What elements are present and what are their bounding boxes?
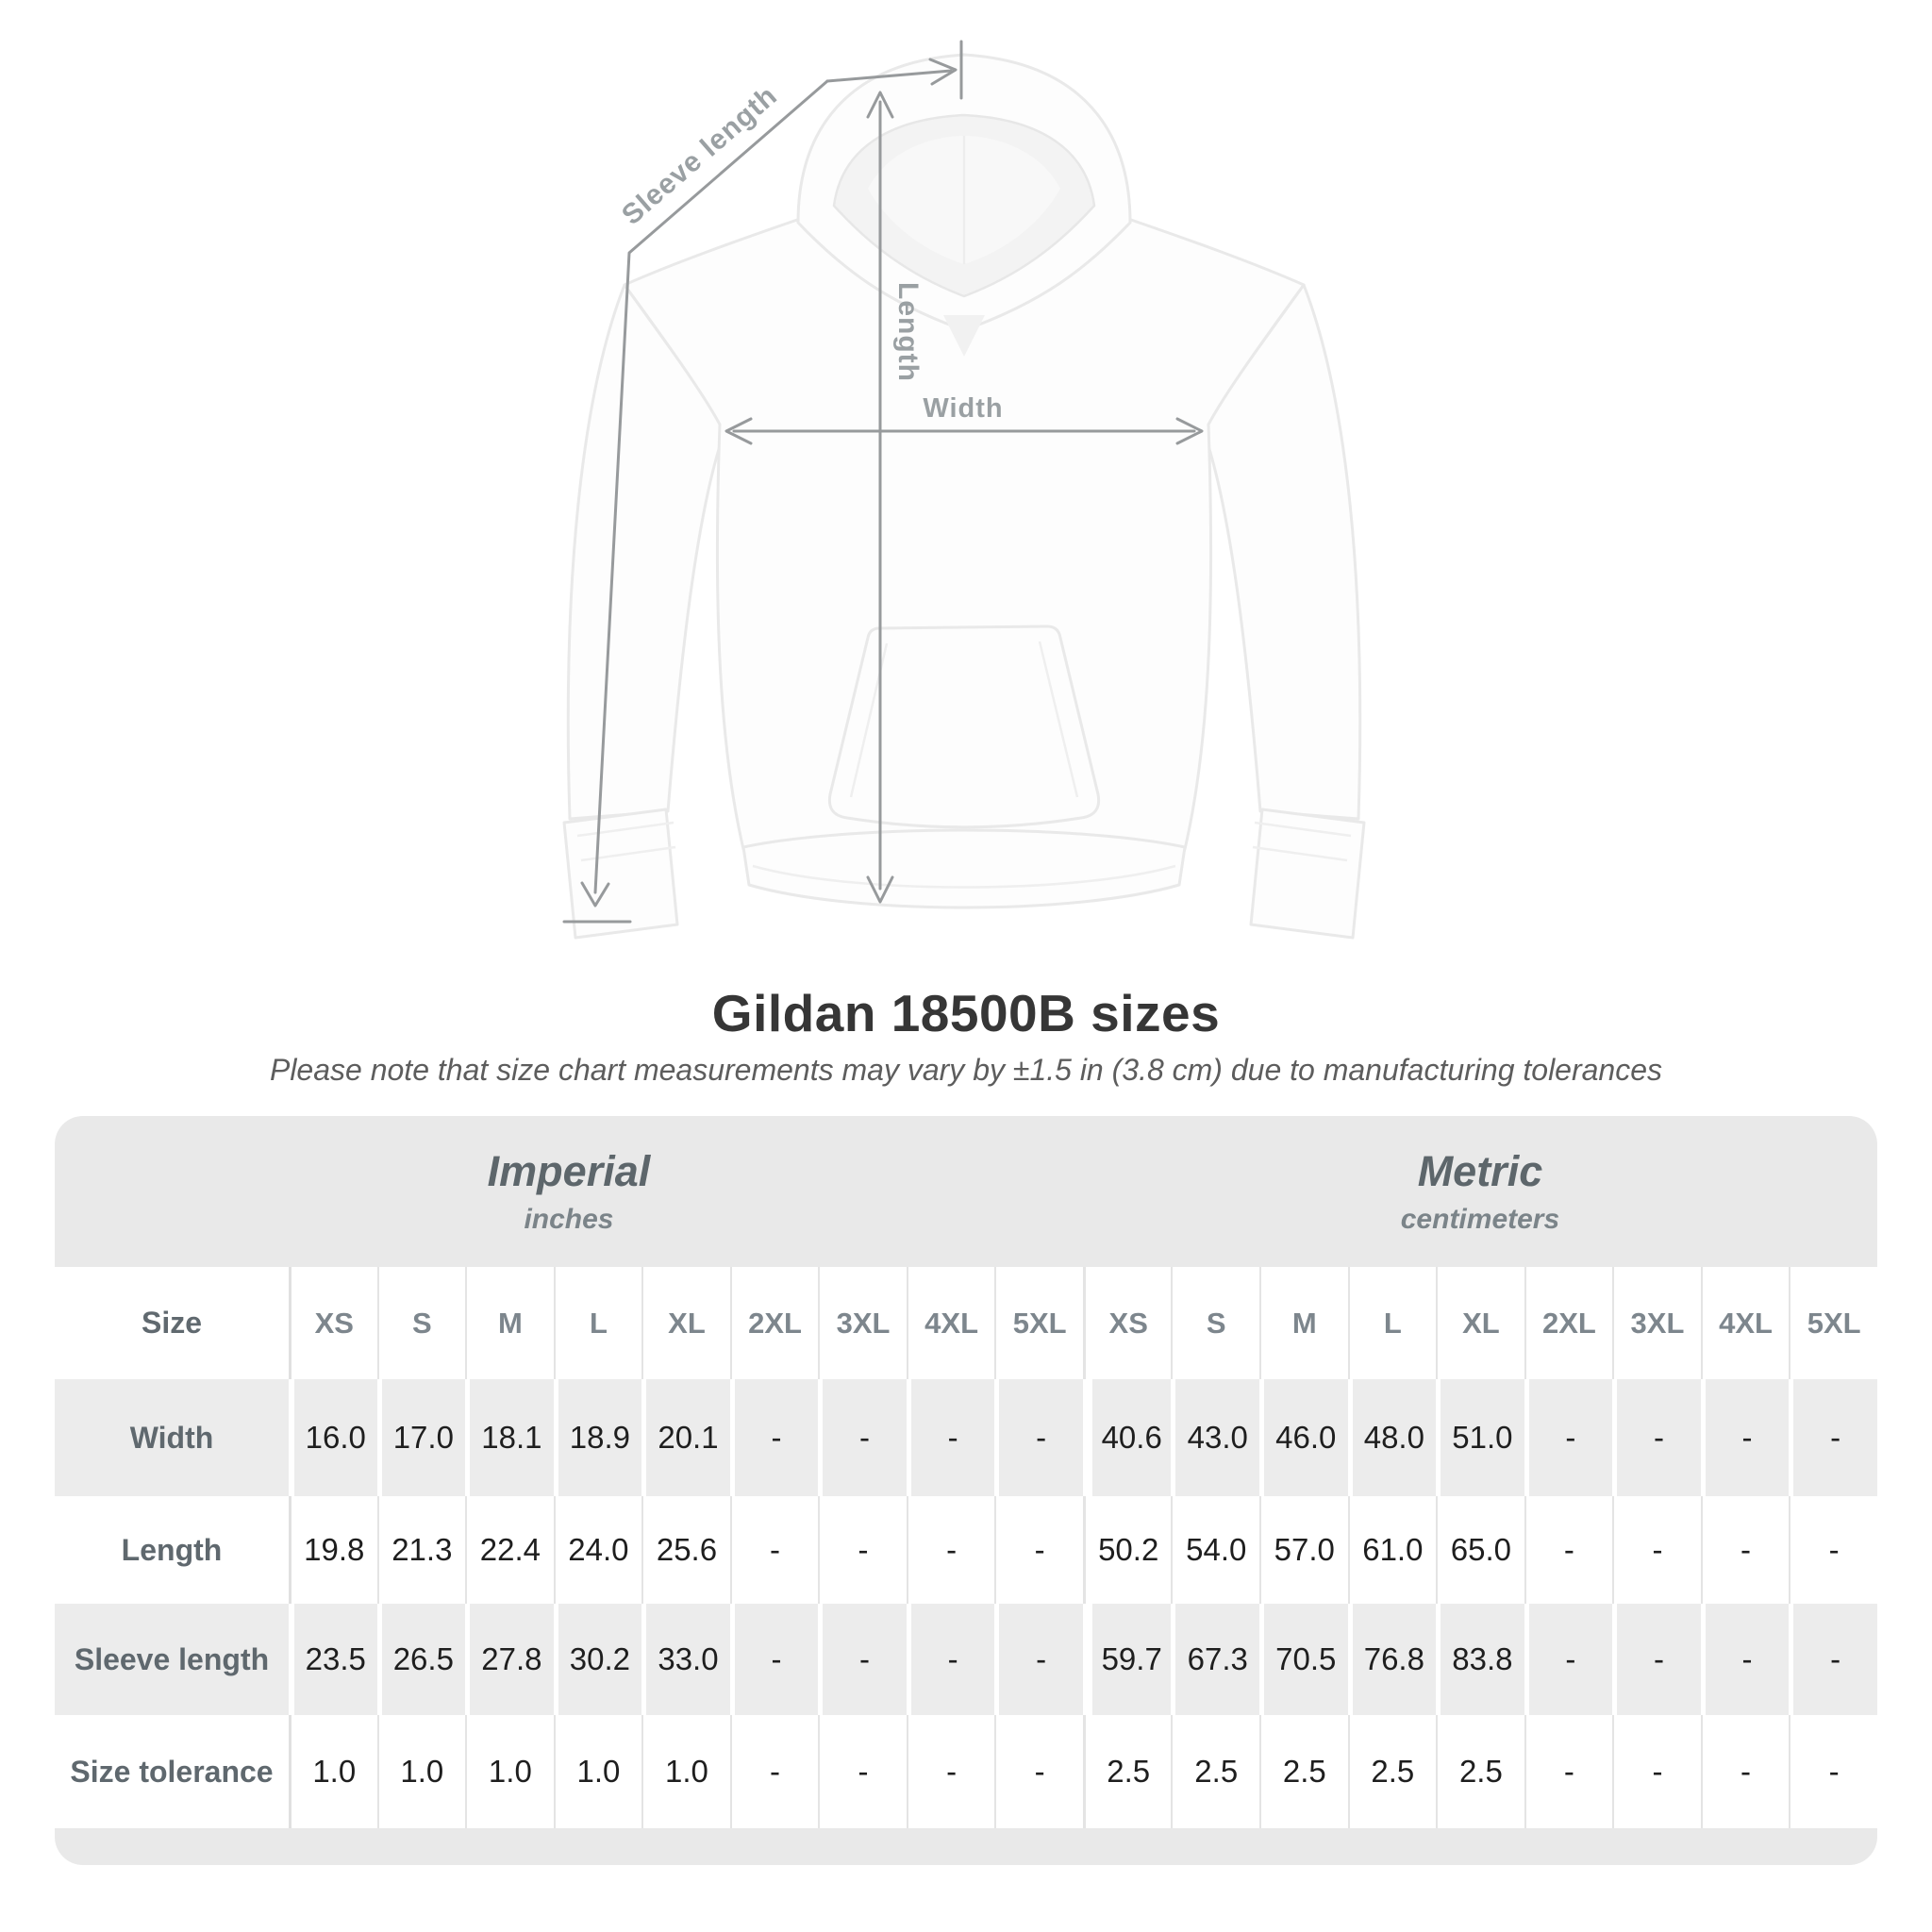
cell: 48.0 [1348,1379,1437,1496]
imperial-group-title: Imperial [487,1147,651,1195]
size-col-header: XS [289,1267,377,1379]
cell: - [1612,1715,1701,1828]
cell: 25.6 [641,1496,730,1604]
size-col-header: 5XL [1789,1267,1877,1379]
cell: - [818,1379,907,1496]
cell: 23.5 [289,1604,377,1715]
table-row-size-tolerance [55,1715,1877,1828]
cell: 19.8 [289,1496,377,1604]
cell: - [1524,1379,1613,1496]
cell: - [1789,1379,1877,1496]
cell: 61.0 [1348,1496,1437,1604]
cell: - [730,1379,819,1496]
size-col-header: S [1171,1267,1259,1379]
unit-group-row [55,1116,1877,1267]
cell: - [1524,1496,1613,1604]
size-table-card [55,1116,1877,1865]
row-label: Width [55,1379,289,1496]
size-col-header: 4XL [1701,1267,1790,1379]
cell: 2.5 [1436,1715,1524,1828]
cell: - [907,1496,995,1604]
page-title: Gildan 18500B sizes [711,984,1221,1042]
cell: - [1701,1715,1790,1828]
imperial-group-header [55,1116,1083,1267]
cell: 46.0 [1259,1379,1348,1496]
table-footer-band [55,1828,1877,1865]
cell: - [907,1715,995,1828]
cell: - [730,1715,819,1828]
table-row-length [55,1496,1877,1604]
cell: - [818,1496,907,1604]
cell: - [1789,1604,1877,1715]
cell: 30.2 [554,1604,642,1715]
cell: 33.0 [641,1604,730,1715]
cell: - [1612,1496,1701,1604]
size-col-header: L [554,1267,642,1379]
cell: - [1701,1379,1790,1496]
size-col-header: 3XL [1612,1267,1701,1379]
table-row-width [55,1379,1877,1496]
cell: 2.5 [1171,1715,1259,1828]
cell: - [994,1379,1083,1496]
metric-group-header [1083,1116,1877,1267]
footer-spacer [55,1828,1877,1865]
size-col-header: M [1259,1267,1348,1379]
cell: - [994,1604,1083,1715]
cell: - [818,1604,907,1715]
cell: - [1612,1604,1701,1715]
cell: - [1701,1496,1790,1604]
cell: - [1701,1604,1790,1715]
cell: - [730,1604,819,1715]
size-col-header: S [377,1267,466,1379]
cell: 83.8 [1436,1604,1524,1715]
cell: 57.0 [1259,1496,1348,1604]
cell: - [730,1496,819,1604]
cell: - [907,1604,995,1715]
cell: 70.5 [1259,1604,1348,1715]
size-col-header: XL [641,1267,730,1379]
size-col-header: M [465,1267,554,1379]
row-label: Sleeve length [55,1604,289,1715]
cell: 24.0 [554,1496,642,1604]
cell: 1.0 [289,1715,377,1828]
size-col-header: XS [1083,1267,1172,1379]
figure-label-sleeve-length: Sleeve length [616,79,784,231]
cell: 27.8 [465,1604,554,1715]
cell: 65.0 [1436,1496,1524,1604]
figure-label-width: Width [923,393,1004,424]
size-col-header: 2XL [1524,1267,1613,1379]
cell: 1.0 [465,1715,554,1828]
cell: - [1524,1604,1613,1715]
row-label: Length [121,1532,223,1567]
row-label: Size tolerance [70,1754,274,1789]
cell: 26.5 [377,1604,466,1715]
cell: 67.3 [1171,1604,1259,1715]
cell: 22.4 [465,1496,554,1604]
cell: 40.6 [1083,1379,1172,1496]
cell: - [907,1379,995,1496]
metric-group-subtitle: centimeters [1400,1204,1560,1235]
page-subtitle: Please note that size chart measurements may vary by ±1.5 in (3.8 cm) due to manufacturing tolerances [269,1053,1663,1087]
size-col-header: L [1348,1267,1437,1379]
cell: 1.0 [641,1715,730,1828]
table-row-sleeve-length [55,1604,1877,1715]
cell: - [994,1496,1083,1604]
cell: 16.0 [289,1379,377,1496]
cell: 20.1 [641,1379,730,1496]
cell: - [818,1715,907,1828]
cell: 43.0 [1171,1379,1259,1496]
cell: 1.0 [554,1715,642,1828]
cell: 54.0 [1171,1496,1259,1604]
cell: - [994,1715,1083,1828]
cell: - [1789,1496,1877,1604]
size-col-header: 5XL [994,1267,1083,1379]
cell: 1.0 [377,1715,466,1828]
size-col-header: XL [1436,1267,1524,1379]
cell: 17.0 [377,1379,466,1496]
cell: 18.9 [554,1379,642,1496]
cell: 2.5 [1083,1715,1172,1828]
imperial-group-subtitle: inches [524,1204,614,1235]
cell: 51.0 [1436,1379,1524,1496]
size-table [55,1116,1877,1865]
size-col-header: 4XL [907,1267,995,1379]
cell: 50.2 [1083,1496,1172,1604]
cell: - [1524,1715,1613,1828]
size-col-header: 3XL [818,1267,907,1379]
metric-group-title: Metric [1417,1147,1543,1195]
size-header-row [55,1267,1877,1379]
cell: 21.3 [377,1496,466,1604]
hoodie-hem-band [743,830,1185,908]
cell: 18.1 [465,1379,554,1496]
size-col-header: 2XL [730,1267,819,1379]
cell: 2.5 [1348,1715,1437,1828]
cell: - [1789,1715,1877,1828]
cell: - [1612,1379,1701,1496]
cell: 76.8 [1348,1604,1437,1715]
cell: 2.5 [1259,1715,1348,1828]
hoodie-pocket [829,626,1098,827]
cell: 59.7 [1083,1604,1172,1715]
figure-label-length: Length [892,282,924,382]
size-header-label: Size [141,1306,203,1340]
